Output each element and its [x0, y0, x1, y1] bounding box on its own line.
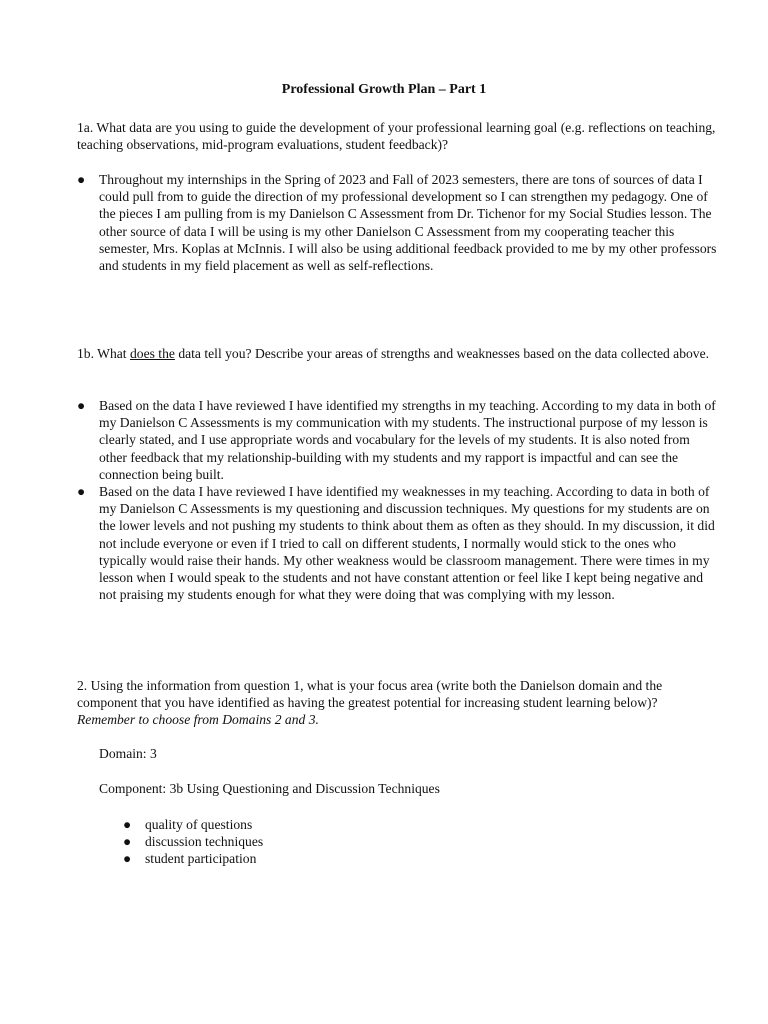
component-line: Component: 3b Using Questioning and Discussion Techniques — [99, 781, 440, 796]
bullet-icon: ● — [123, 851, 132, 867]
question-1b — [77, 345, 717, 362]
list-item — [77, 483, 719, 603]
list-item — [77, 171, 719, 274]
question-1b-prefix: 1b. What — [77, 346, 130, 361]
list-item — [77, 397, 719, 483]
answer-text: Throughout my internships in the Spring of 2023 and Fall of 2023 semesters, there are tons of sources of data I could pull from to guide the direction of my professional development so I can strengthen my pedagogy. One of the pieces I am pulling from is my Danielson C Assessment from Dr. Tichenor for my Social Studies lesson. The other source of data I will be using is my other Danielson C Assessment from my cooperating teacher this semester, Mrs. Koplas at McInnis. I will also be using additional feedback provided to me by my other professors and students in my field placement as well as self-reflections. — [99, 172, 717, 274]
list-item — [123, 816, 705, 833]
bullet-icon: ● — [123, 834, 132, 850]
focus-item-text: quality of questions — [145, 817, 253, 832]
question-2-text: 2. Using the information from question 1, what is your focus area (write both the Danielson domain and the component that you have identified as having the greatest potential for increasing student learning below)? — [77, 678, 663, 711]
bullet-icon: ● — [77, 484, 86, 500]
bullet-icon: ● — [77, 398, 86, 413]
domain-line: Domain: 3 — [99, 746, 157, 761]
question-1b-suffix: data tell you? Describe your areas of strengths and weaknesses based on the data collected above. — [174, 346, 710, 361]
focus-item-text: discussion techniques — [145, 834, 264, 850]
answer-1a-list — [77, 171, 719, 274]
answer-1b-list — [77, 397, 719, 603]
bullet-icon: ● — [123, 817, 132, 832]
question-2-note: Remember to choose from Domains 2 and 3. — [77, 712, 319, 728]
answer-text: Based on the data I have reviewed I have identified my weaknesses in my teaching. According to data in both of my Danielson C Assessments is my questioning and discussion techniques. My questions for my students are on the lower levels and not pushing my students to think about them as often as they should. In my discussion, it did not include everyone or even if I tried to call on different students, I normally would stick to the ones who typically would raise their hands. My other weakness would be classroom management. There were times in my lesson when I would speak to the students and not have constant attention or feel like I kept being negative and not praising my students enough for what they were doing that was complying with my lesson. — [99, 484, 715, 603]
bullet-icon: ● — [77, 172, 86, 187]
focus-items-list — [123, 816, 705, 868]
question-1b-underlined: does the — [129, 346, 175, 361]
question-2 — [77, 677, 717, 729]
focus-item-text: student participation — [145, 851, 257, 867]
answer-text: Based on the data I have reviewed I have identified my strengths in my teaching. According to my data in both of my Danielson C Assessments is my communication with my students. The instructional purpose of my lesson is clearly stated, and I use appropriate words and vocabulary for the levels of my students. It is also noted from other feedback that my relationship-building with my students and my rapport is impactful and can see the connection being built. — [99, 398, 716, 482]
list-item — [123, 850, 705, 867]
list-item — [123, 833, 705, 850]
question-1a: 1a. What data are you using to guide the development of your professional learning goal (e.g. reflections on teaching, teaching observations, mid-program evaluations, student feedback)? — [77, 120, 716, 153]
page-title: Professional Growth Plan – Part 1 — [281, 82, 487, 97]
